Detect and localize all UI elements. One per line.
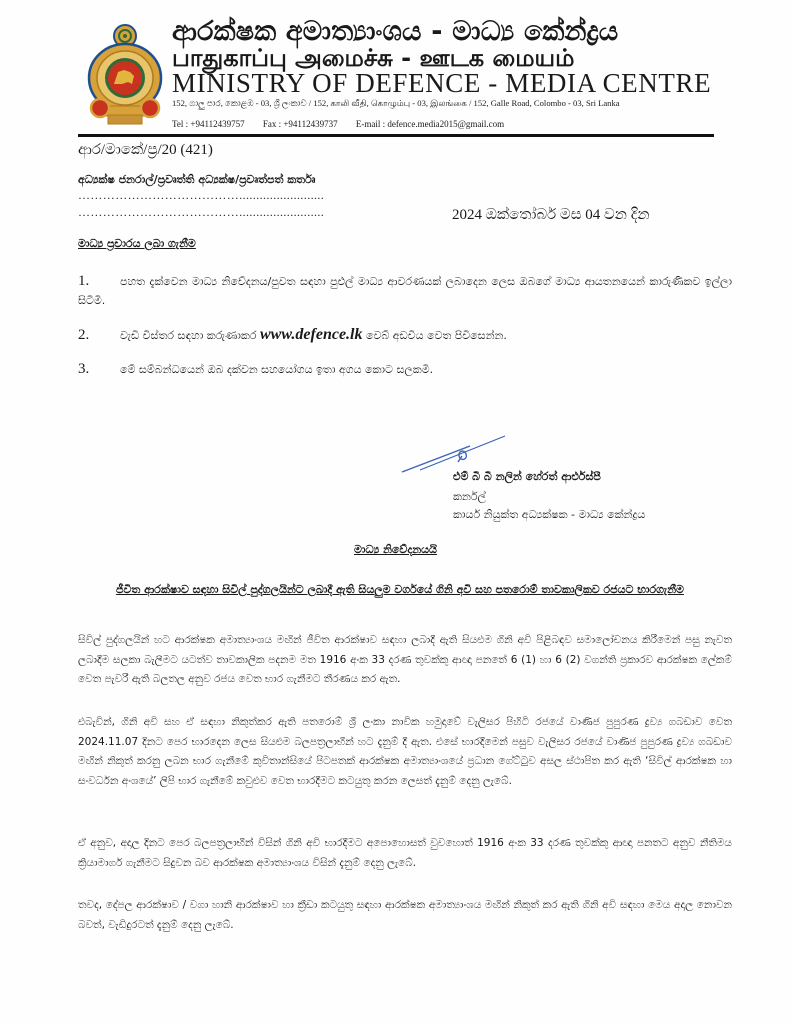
letterhead-address: 152, ගාලු පාර, කොළඹ - 03, ශ්‍රී ලංකාව / 152, காலி வீதி, கொழும்பு - 03, இலங்கை / 152, Galle Road, Colombo - 03, Sri Lanka <box>172 98 620 108</box>
media-release-headline: ජීවිත ආරක්ෂාව සඳහා සිවිල් පුද්ගලයින්ට ලබාදී ඇති සියලුම වර්ගයේ ගිනි අවි සහ පතරොම් තාවකාලිකව රජයට භාරගැනීම <box>116 583 684 596</box>
request-text: මේ සම්බන්ධයෙන් ඔබ දක්වන සහයෝගය ඉතා අගය කොට සලකමි. <box>120 363 434 376</box>
release-paragraph: එබැවින්, ගිනි අවි සහ ඒ සඳහා නිකුත්කර ඇති පතරොම් ශ්‍රී ලංකා නාවික හමුදාවේ වැලිසර පිහිටි රජයේ වාණිජ පුපුරණ ද්‍රව්‍ය ගබඩාව වෙත 2024.11.07 දිනට පෙර භාරදෙන ලෙස සියළුම බලපත්‍රලාභීන් හට දැනුම් දී ඇත. එසේ භාරදීමෙන් පසුව වැලිසර රජයේ වාණිජ පුපුරණ ද්‍රව්‍ය ගබඩාව මඟින් නිකුත් කරනු ලබන භාර ගැනීමේ කුවිතාන්සියේ පිටපතක් ආරක්ෂක අමාත්‍යාංශයේ ප්‍රධාන ගේට්ටුව අසල ස්ථාපිත කර ඇති ‘සිවිල් ආරක්ෂක හා සංවර්ධන අංශයේ’ ලිපි භාර ගැනීමේ කවුළුව වෙත භාරදීමට කටයුතු කරන ලෙසත් දැනුම් දෙනු ලැබේ. <box>78 716 732 787</box>
letterhead-divider <box>78 134 714 137</box>
signatory-name: එම් බී බී නලින් හේරත් ආර්එස්පී <box>453 470 601 483</box>
signatory-title: කාර්ය නියුක්ත අධ්‍යක්ෂක - මාධ්‍ය කේන්ද්‍රය <box>453 508 646 521</box>
request-text: වැඩි විස්තර සඳහා කරුණාකර <box>120 329 260 342</box>
addressee-blank-line: …………………………………......................... <box>78 205 325 219</box>
signatory-rank: කර්නල් <box>453 490 486 503</box>
request-number: 3. <box>78 361 90 377</box>
addressee: අධ්‍යක්ෂ ජනරාල්/ප්‍රවෘත්ති අධ්‍යක්ෂ/ප්‍රවෘත්පත් කර්තෘ <box>78 173 316 186</box>
release-paragraph: සිවිල් පුද්ගලයින් හට ආරක්ෂක අමාත්‍යාංශය මඟින් ජීවිත ආරක්ෂාව සඳහා ලබාදී ඇති සියළුම ගිනි අවි පිළිබඳව සමාලෝචනය කිරීමෙන් පසු නැවත ලබාදීම සලකා බැලීමට යටත්ව තාවකාලික පදනම මත 1916 අංක 33 දරණ තුවක්කු ආඥා පනතේ 6 (1) හා 6 (2) වගන්ති ප්‍රකාරව ආරක්ෂක ලේකම් වෙත පැවරී ඇති බලතල අනුව රජය වෙත භාර ගැනීමට තීරණය කර ඇත. <box>78 634 732 685</box>
letterhead-title-english: MINISTRY OF DEFENCE - MEDIA CENTRE <box>172 68 712 98</box>
media-release-title: මාධ්‍ය නිවේදනයයි <box>354 543 437 556</box>
sri-lanka-crest-icon <box>86 22 164 126</box>
letterhead-contact <box>172 119 520 129</box>
fax-number: Fax : +94112439737 <box>262 119 338 129</box>
addressee-blank-line: …………………………………......................... <box>78 188 325 202</box>
release-paragraph: තවද, දේපල ආරක්ෂාව / වගා හානි ආරක්ෂාව හා ක්‍රීඩා කටයුතු සඳහා ආරක්ෂක අමාත්‍යාංශය මඟින් නිකුත් කර ඇති ගිනි අවි සඳහා මෙය අදාල නොවන බවත්, වැඩිදුරටත් දැනුම් දෙනු ලැබේ. <box>78 899 732 931</box>
telephone-number: Tel : +94112439757 <box>172 119 245 129</box>
letterhead <box>0 0 791 142</box>
request-text: පහත දැක්වෙන මාධ්‍ය නිවේදනය/පුවත සඳහා පුළුල් මාධ්‍ය ආවරණයක් ලබාදෙන ලෙස ඔබගේ මාධ්‍ය ආයතනයෙන් කාරුණිකව ඉල්ලා සිටිමි. <box>78 275 732 307</box>
email-address: E-mail : defence.media2015@gmail.com <box>355 119 505 129</box>
letter-subject: මාධ්‍ය ප්‍රචාරය ලබා ගැනීම <box>78 237 196 250</box>
letter-date: 2024 ඔක්තෝබර් මස 04 වන දින <box>452 207 650 223</box>
website-link[interactable]: www.defence.lk <box>259 326 363 343</box>
request-item <box>78 325 732 345</box>
release-paragraph: ඒ අනුව, අදාල දිනට පෙර බලපත්‍රලාභීන් විසින් ගිනි අවි භාරදීමට අපොහොසත් වුවහොත් 1916 අංක 33 දරණ තුවක්කු ආඥා පනතට අනුව නීතිමය ක්‍රියාමාර්ග ගැනීමට සිදුවන බව ආරක්ෂක අමාත්‍යාංශය විසින් දැනුම් දෙනු ලැබේ. <box>78 837 732 869</box>
request-number: 2. <box>78 327 90 343</box>
request-item <box>78 360 732 379</box>
letterhead-title-tamil: பாதுகாப்பு அமைச்சு - ஊடக மையம் <box>172 44 575 72</box>
request-number: 1. <box>78 273 90 289</box>
request-text: වෙබ් අඩවිය වෙත පිවිසෙන්න. <box>362 329 507 342</box>
request-item <box>78 272 732 310</box>
reference-number: ආර/මාකේ/ප්‍ර/20 (421) <box>78 142 213 158</box>
letterhead-title-sinhala: ආරක්ෂක අමාත්‍යාංශය - මාධ්‍ය කේන්ද්‍රය <box>172 16 619 47</box>
